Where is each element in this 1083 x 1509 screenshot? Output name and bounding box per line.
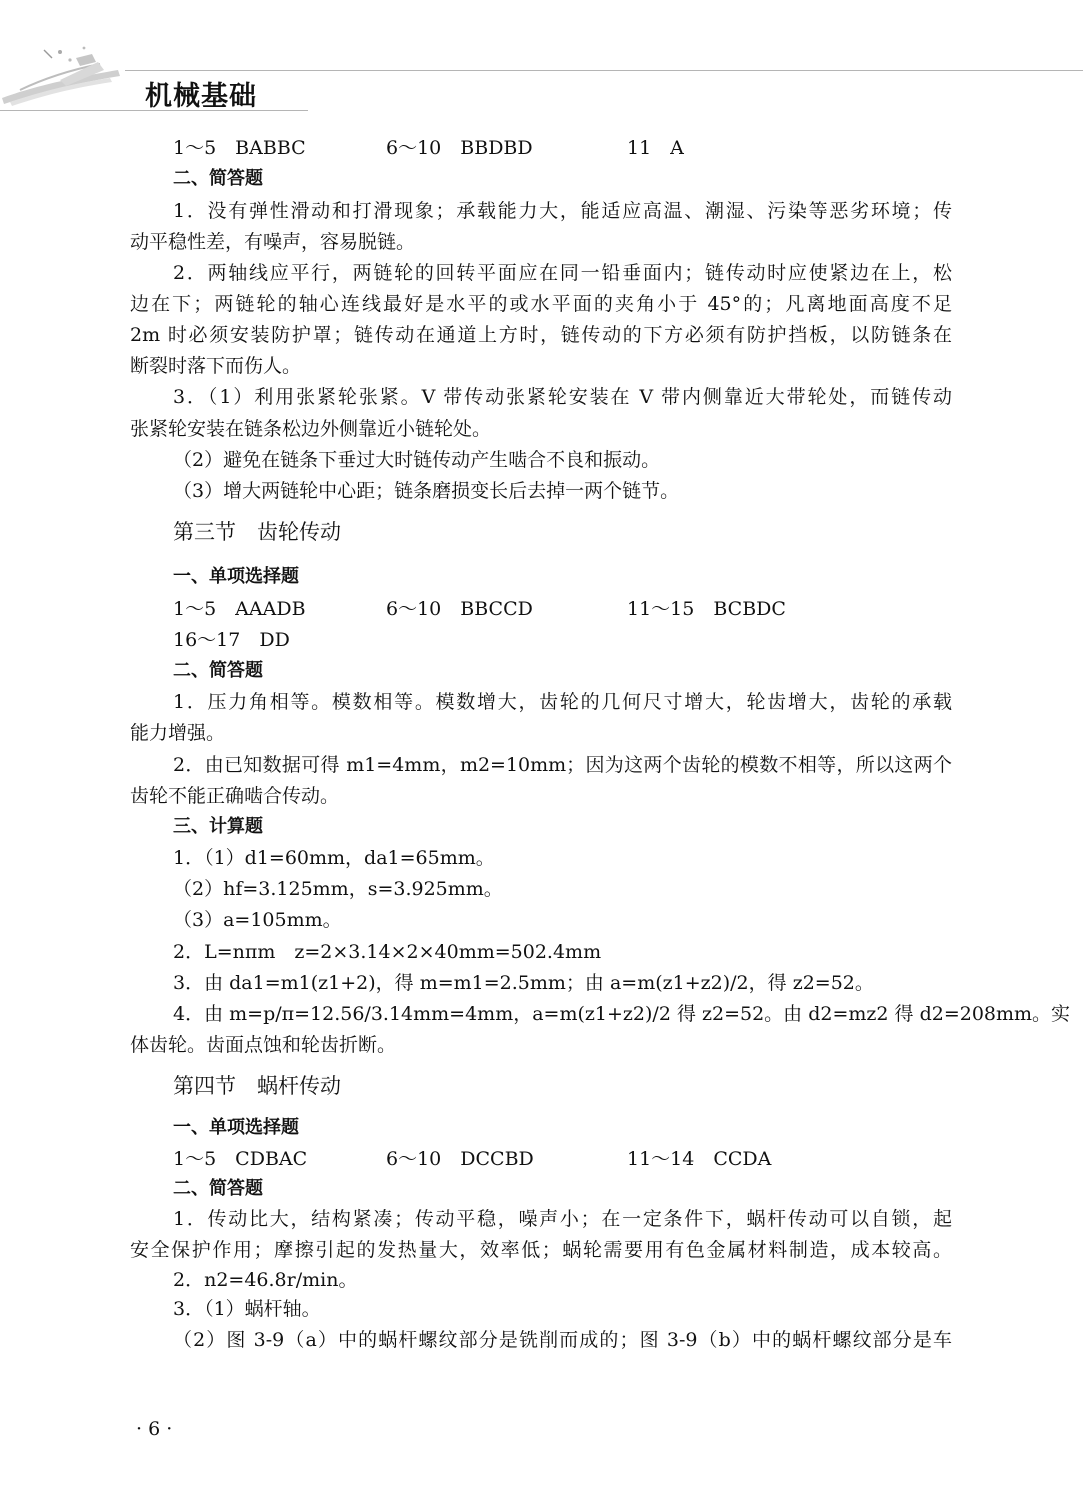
text-line: （2）避免在链条下垂过大时链传动产生啮合不良和振动。: [173, 449, 661, 471]
subsection-heading: 二、简答题: [173, 168, 263, 189]
text-line: 1．传动比大，结构紧凑；传动平稳，噪声小；在一定条件下，蜗杆传动可以自锁，起: [173, 1208, 952, 1230]
section-title: 第三节 齿轮传动: [173, 520, 341, 544]
text-line: 4．由 m=p/π=12.56/3.14mm=4mm，a=m(z1+z2)/2 得 z2=52。由 d2=mz2 得 d2=208mm。实: [173, 1003, 1071, 1025]
text-line: 1．（1）d1=60mm，da1=65mm。: [173, 847, 495, 869]
answer-group: 6～10 BBCCD: [386, 598, 533, 620]
answer-group: 11～15 BCBDC: [627, 598, 786, 620]
text-line: 3．（1）利用张紧轮张紧。V 带传动张紧轮安装在 V 带内侧靠近大带轮处，而链传动: [173, 386, 952, 408]
text-line: 边在下；两链轮的轴心连线最好是水平的或水平面的夹角小于 45°的；凡离地面高度不足: [130, 293, 952, 315]
header-rule: [125, 70, 1083, 71]
text-line: 动平稳性差，有噪声，容易脱链。: [130, 231, 416, 253]
header-underline: [0, 110, 308, 111]
page-number: · 6 ·: [136, 1418, 173, 1440]
answer-group: 16～17 DD: [173, 629, 290, 651]
text-line: 2．由已知数据可得 m1=4mm，m2=10mm；因为这两个齿轮的模数不相等，所以这两个: [173, 754, 952, 776]
answer-group: 6～10 DCCBD: [386, 1148, 534, 1170]
text-line: 安全保护作用；摩擦引起的发热量大，效率低；蜗轮需要用有色金属材料制造，成本较高。: [130, 1239, 952, 1261]
text-line: 3．由 da1=m1(z1+2)，得 m=m1=2.5mm；由 a=m(z1+z2)/2，得 z2=52。: [173, 972, 874, 994]
book-decoration-icon: [0, 40, 140, 115]
subsection-heading: 一、单项选择题: [173, 1117, 299, 1138]
text-line: 断裂时落下而伤人。: [130, 355, 302, 377]
text-line: 3．（1）蜗杆轴。: [173, 1298, 321, 1320]
text-line: （2）hf=3.125mm，s=3.925mm。: [173, 878, 503, 900]
answer-group: 11 A: [627, 137, 684, 159]
text-line: 2．n2=46.8r/min。: [173, 1269, 358, 1291]
text-line: 能力增强。: [130, 722, 226, 744]
text-line: 张紧轮安装在链条松边外侧靠近小链轮处。: [130, 418, 492, 440]
subsection-heading: 一、单项选择题: [173, 566, 299, 587]
subsection-heading: 三、计算题: [173, 816, 263, 837]
subsection-heading: 二、简答题: [173, 1178, 263, 1199]
text-line: （3）增大两链轮中心距；链条磨损变长后去掉一两个链节。: [173, 480, 680, 502]
answer-group: 1～5 CDBAC: [173, 1148, 308, 1170]
section-title: 第四节 蜗杆传动: [173, 1074, 341, 1098]
text-line: 2m 时必须安装防护罩；链传动在通道上方时，链传动的下方必须有防护挡板，以防链条在: [130, 324, 952, 346]
text-line: （2）图 3-9（a）中的蜗杆螺纹部分是铣削而成的；图 3-9（b）中的蜗杆螺纹部分是车: [173, 1329, 952, 1351]
subsection-heading: 二、简答题: [173, 660, 263, 681]
text-line: 1．没有弹性滑动和打滑现象；承载能力大，能适应高温、潮湿、污染等恶劣环境；传: [173, 200, 952, 222]
text-line: 齿轮不能正确啮合传动。: [130, 785, 340, 807]
answer-group: 6～10 BBDBD: [386, 137, 533, 159]
answer-group: 11～14 CCDA: [627, 1148, 772, 1170]
text-line: 2．两轴线应平行，两链轮的回转平面应在同一铅垂面内；链传动时应使紧边在上，松: [173, 262, 952, 284]
page-title: 机械基础: [145, 81, 257, 112]
text-line: 体齿轮。齿面点蚀和轮齿折断。: [130, 1034, 397, 1056]
page-header: [0, 40, 1083, 120]
text-line: 1．压力角相等。模数相等。模数增大，齿轮的几何尺寸增大，轮齿增大，齿轮的承载: [173, 691, 952, 713]
answer-group: 1～5 BABBC: [173, 137, 306, 159]
text-line: 2．L=nπm z=2×3.14×2×40mm=502.4mm: [173, 941, 602, 963]
answer-group: 1～5 AAADB: [173, 598, 306, 620]
text-line: （3）a=105mm。: [173, 909, 342, 931]
